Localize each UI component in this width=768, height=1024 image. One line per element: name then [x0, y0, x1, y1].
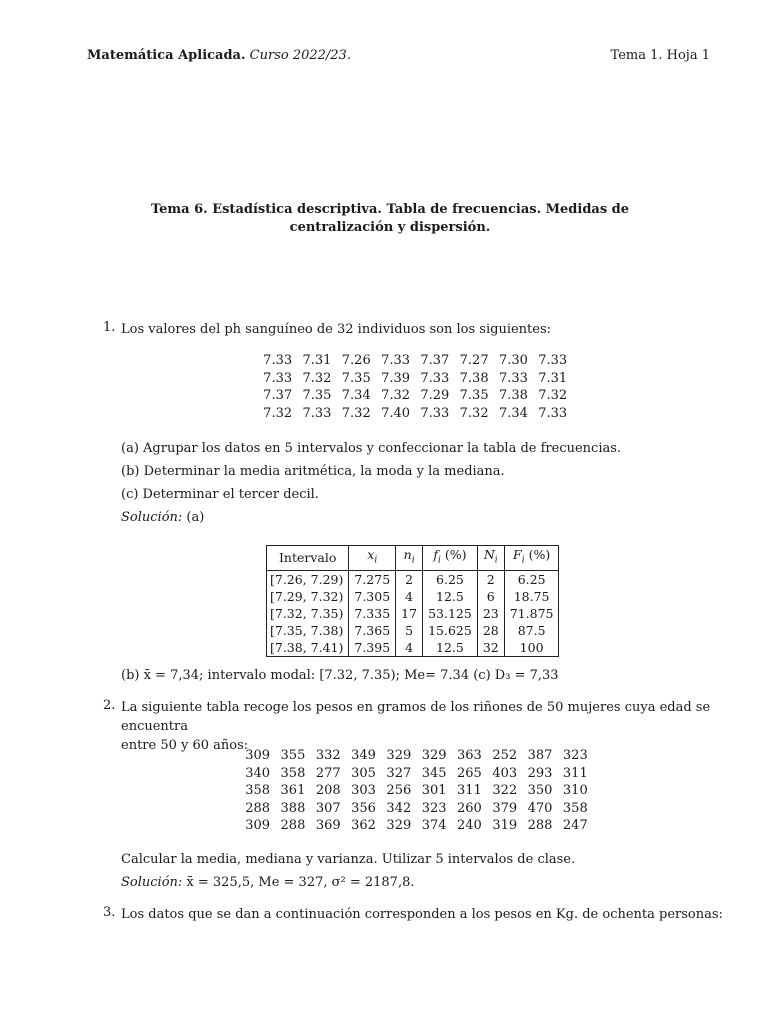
- item-c: (c) Determinar el tercer decil.: [121, 487, 319, 502]
- data-cell: 288: [527, 818, 553, 833]
- data-cell: 7.32: [263, 405, 293, 421]
- data-cell: 7.33: [538, 353, 568, 368]
- table-cell: 87.5: [504, 622, 559, 639]
- data-cell: 311: [562, 765, 588, 781]
- data-cell: 309: [245, 818, 271, 833]
- problem2-statement-line1: La siguiente tabla recoge los pesos en gramos de los riñones de 50 mujeres cuya edad se encuentra: [121, 700, 711, 734]
- data-cell: 7.33: [420, 370, 450, 386]
- table-cell: 7.365: [349, 622, 396, 639]
- data-cell: 7.34: [341, 388, 371, 403]
- table-cell: 17: [396, 605, 423, 622]
- data-cell: 247: [562, 818, 588, 833]
- column-header-symbol: n: [403, 547, 412, 562]
- item-b: (b) Determinar la media aritmética, la moda y la mediana.: [121, 464, 505, 479]
- data-cell: 7.35: [302, 388, 332, 403]
- table-cell: 2: [396, 570, 423, 588]
- table-cell: 15.625: [423, 622, 478, 639]
- data-cell: 361: [280, 783, 306, 798]
- data-cell: 293: [527, 765, 553, 781]
- table-cell: 28: [477, 622, 504, 639]
- data-cell: 240: [457, 818, 482, 833]
- data-cell: 7.34: [498, 405, 528, 421]
- table-row: [267, 605, 559, 622]
- problem1-solution-b: (b) x̄ = 7,34; intervalo modal: [7.32, 7.35); Me= 7.34 (c) D₃ = 7,33: [121, 668, 559, 683]
- data-cell: 256: [386, 783, 412, 798]
- data-cell: 358: [245, 783, 271, 798]
- data-cell: 301: [421, 783, 447, 798]
- course-year: Curso 2022/23.: [249, 48, 351, 63]
- header-sheet: Tema 1. Hoja 1: [610, 48, 710, 63]
- data-cell: 7.38: [498, 388, 528, 403]
- data-cell: 356: [351, 800, 376, 816]
- data-cell: 303: [351, 783, 376, 798]
- data-cell: 350: [527, 783, 553, 798]
- column-header: [396, 546, 423, 571]
- problem1-number: 1.: [103, 320, 116, 335]
- data-cell: 403: [492, 765, 518, 781]
- solution-label: Solución:: [121, 510, 183, 525]
- data-cell: 7.29: [420, 388, 450, 403]
- column-header-symbol: Intervalo: [278, 550, 337, 566]
- table-cell: 7.305: [349, 588, 396, 605]
- data-cell: 277: [315, 765, 341, 781]
- data-row: [258, 387, 572, 405]
- data-cell: 345: [421, 765, 447, 781]
- data-cell: 260: [457, 800, 482, 816]
- table-row: [267, 588, 559, 605]
- data-cell: 7.32: [381, 388, 411, 403]
- data-cell: 7.33: [302, 405, 332, 421]
- data-cell: 252: [492, 748, 518, 763]
- table-cell: [7.26, 7.29): [267, 570, 349, 588]
- data-cell: 374: [421, 818, 447, 833]
- data-cell: 329: [386, 748, 412, 763]
- header-course: [87, 48, 351, 63]
- data-cell: 358: [562, 800, 588, 816]
- data-row: [240, 800, 593, 818]
- column-header-subscript: i: [374, 555, 378, 566]
- data-cell: 379: [492, 800, 518, 816]
- ph-data-grid: [258, 352, 572, 422]
- table-cell: 7.395: [349, 639, 396, 657]
- column-header: [504, 546, 559, 571]
- data-cell: 327: [386, 765, 412, 781]
- data-row: [240, 817, 593, 835]
- table-cell: [7.38, 7.41): [267, 639, 349, 657]
- problem1-statement: Los valores del ph sanguíneo de 32 individuos son los siguientes:: [121, 322, 552, 337]
- data-cell: 369: [315, 818, 341, 833]
- data-cell: 311: [457, 783, 482, 798]
- problem2-solution-label: Solución:: [121, 875, 183, 890]
- data-cell: 309: [245, 748, 271, 763]
- data-cell: 288: [280, 818, 306, 833]
- data-cell: 388: [280, 800, 306, 816]
- problem2-solution-values: x̄ = 325,5, Me = 327, σ² = 2187,8.: [186, 875, 415, 890]
- table-cell: [7.29, 7.32): [267, 588, 349, 605]
- table-cell: 6: [477, 588, 504, 605]
- data-cell: 7.33: [420, 405, 450, 421]
- column-header-symbol: N: [483, 547, 495, 562]
- data-row: [258, 405, 572, 423]
- data-cell: 307: [315, 800, 341, 816]
- column-header-symbol: f: [433, 547, 439, 562]
- item-a: (a) Agrupar los datos en 5 intervalos y confeccionar la tabla de frecuencias.: [121, 441, 622, 456]
- problem1-items: [121, 437, 621, 529]
- table-row: [267, 639, 559, 657]
- data-cell: 329: [386, 818, 412, 833]
- course-name: Matemática Aplicada.: [87, 48, 246, 63]
- data-cell: 7.30: [498, 353, 528, 368]
- data-cell: 7.32: [538, 388, 568, 403]
- table-cell: 100: [504, 639, 559, 657]
- column-header: [423, 546, 478, 571]
- column-header-subscript: i: [411, 555, 415, 566]
- data-cell: 7.31: [302, 353, 332, 368]
- data-row: [258, 370, 572, 388]
- data-cell: 305: [351, 765, 376, 781]
- table-cell: 7.335: [349, 605, 396, 622]
- table-cell: 5: [396, 622, 423, 639]
- table-cell: 4: [396, 588, 423, 605]
- data-cell: 323: [562, 748, 588, 763]
- data-cell: 7.37: [420, 353, 450, 368]
- data-cell: 7.38: [459, 370, 489, 386]
- column-header: [349, 546, 396, 571]
- column-header-symbol: x: [367, 547, 375, 562]
- data-cell: 288: [245, 800, 271, 816]
- solution-label-line: [121, 506, 621, 529]
- kidney-data-grid: [240, 747, 593, 835]
- data-row: [240, 747, 593, 765]
- data-row: [240, 782, 593, 800]
- table-cell: 12.5: [423, 588, 478, 605]
- problem2-solution: [121, 875, 415, 890]
- data-cell: 322: [492, 783, 518, 798]
- table-cell: 6.25: [504, 570, 559, 588]
- data-cell: 362: [351, 818, 376, 833]
- data-cell: 7.33: [538, 405, 568, 421]
- page-title: Tema 6. Estadística descriptiva. Tabla de frecuencias. Medidas de centralización y dispersión.: [150, 202, 630, 235]
- data-cell: 7.40: [381, 405, 411, 421]
- table-cell: 2: [477, 570, 504, 588]
- problem2-task: Calcular la media, mediana y varianza. Utilizar 5 intervalos de clase.: [121, 852, 576, 867]
- data-cell: 7.33: [381, 353, 411, 368]
- data-cell: 7.33: [263, 370, 293, 386]
- column-header-symbol: F: [513, 547, 522, 562]
- data-row: [240, 765, 593, 783]
- table-cell: 6.25: [423, 570, 478, 588]
- data-cell: 7.35: [459, 388, 489, 403]
- frequency-table: [266, 545, 559, 657]
- data-cell: 7.35: [341, 370, 371, 386]
- solution-part-a: (a): [186, 510, 205, 525]
- column-header-suffix: (%): [524, 547, 551, 562]
- table-cell: 4: [396, 639, 423, 657]
- data-cell: 7.32: [341, 405, 371, 421]
- table-cell: 71.875: [504, 605, 559, 622]
- data-cell: 349: [351, 748, 376, 763]
- problem2-statement-line2: entre 50 y 60 años:: [121, 738, 249, 753]
- data-cell: 310: [562, 783, 588, 798]
- data-cell: 355: [280, 748, 306, 763]
- data-cell: 340: [245, 765, 271, 781]
- data-cell: 323: [421, 800, 447, 816]
- data-cell: 332: [315, 748, 341, 763]
- data-cell: 7.33: [263, 353, 293, 368]
- column-header-subscript: i: [521, 555, 525, 566]
- column-header-suffix: (%): [440, 547, 467, 562]
- data-cell: 342: [386, 800, 412, 816]
- problem3-statement: Los datos que se dan a continuación corresponden a los pesos en Kg. de ochenta personas:: [121, 907, 723, 922]
- data-cell: 7.33: [498, 370, 528, 386]
- table-cell: [7.32, 7.35): [267, 605, 349, 622]
- frequency-table-header: [267, 546, 559, 571]
- data-cell: 319: [492, 818, 518, 833]
- column-header: [477, 546, 504, 571]
- data-cell: 358: [280, 765, 306, 781]
- column-header-subscript: i: [494, 555, 498, 566]
- table-row: [267, 570, 559, 588]
- column-header: [267, 546, 349, 571]
- table-cell: 7.275: [349, 570, 396, 588]
- data-cell: 363: [457, 748, 482, 763]
- data-cell: 329: [421, 748, 447, 763]
- table-cell: [7.35, 7.38): [267, 622, 349, 639]
- table-cell: 53.125: [423, 605, 478, 622]
- data-cell: 7.27: [459, 353, 489, 368]
- data-cell: 7.32: [459, 405, 489, 421]
- data-cell: 7.32: [302, 370, 332, 386]
- data-cell: 470: [527, 800, 553, 816]
- table-row: [267, 622, 559, 639]
- table-cell: 12.5: [423, 639, 478, 657]
- data-cell: 208: [315, 783, 341, 798]
- data-cell: 7.31: [538, 370, 568, 386]
- data-row: [258, 352, 572, 370]
- data-cell: 7.37: [263, 388, 293, 403]
- problem2-number: 2.: [103, 698, 116, 713]
- table-cell: 18.75: [504, 588, 559, 605]
- problem3-number: 3.: [103, 905, 116, 920]
- data-cell: 7.39: [381, 370, 411, 386]
- table-cell: 32: [477, 639, 504, 657]
- data-cell: 7.26: [341, 353, 371, 368]
- column-header-subscript: i: [438, 555, 441, 566]
- table-cell: 23: [477, 605, 504, 622]
- data-cell: 387: [527, 748, 553, 763]
- data-cell: 265: [457, 765, 482, 781]
